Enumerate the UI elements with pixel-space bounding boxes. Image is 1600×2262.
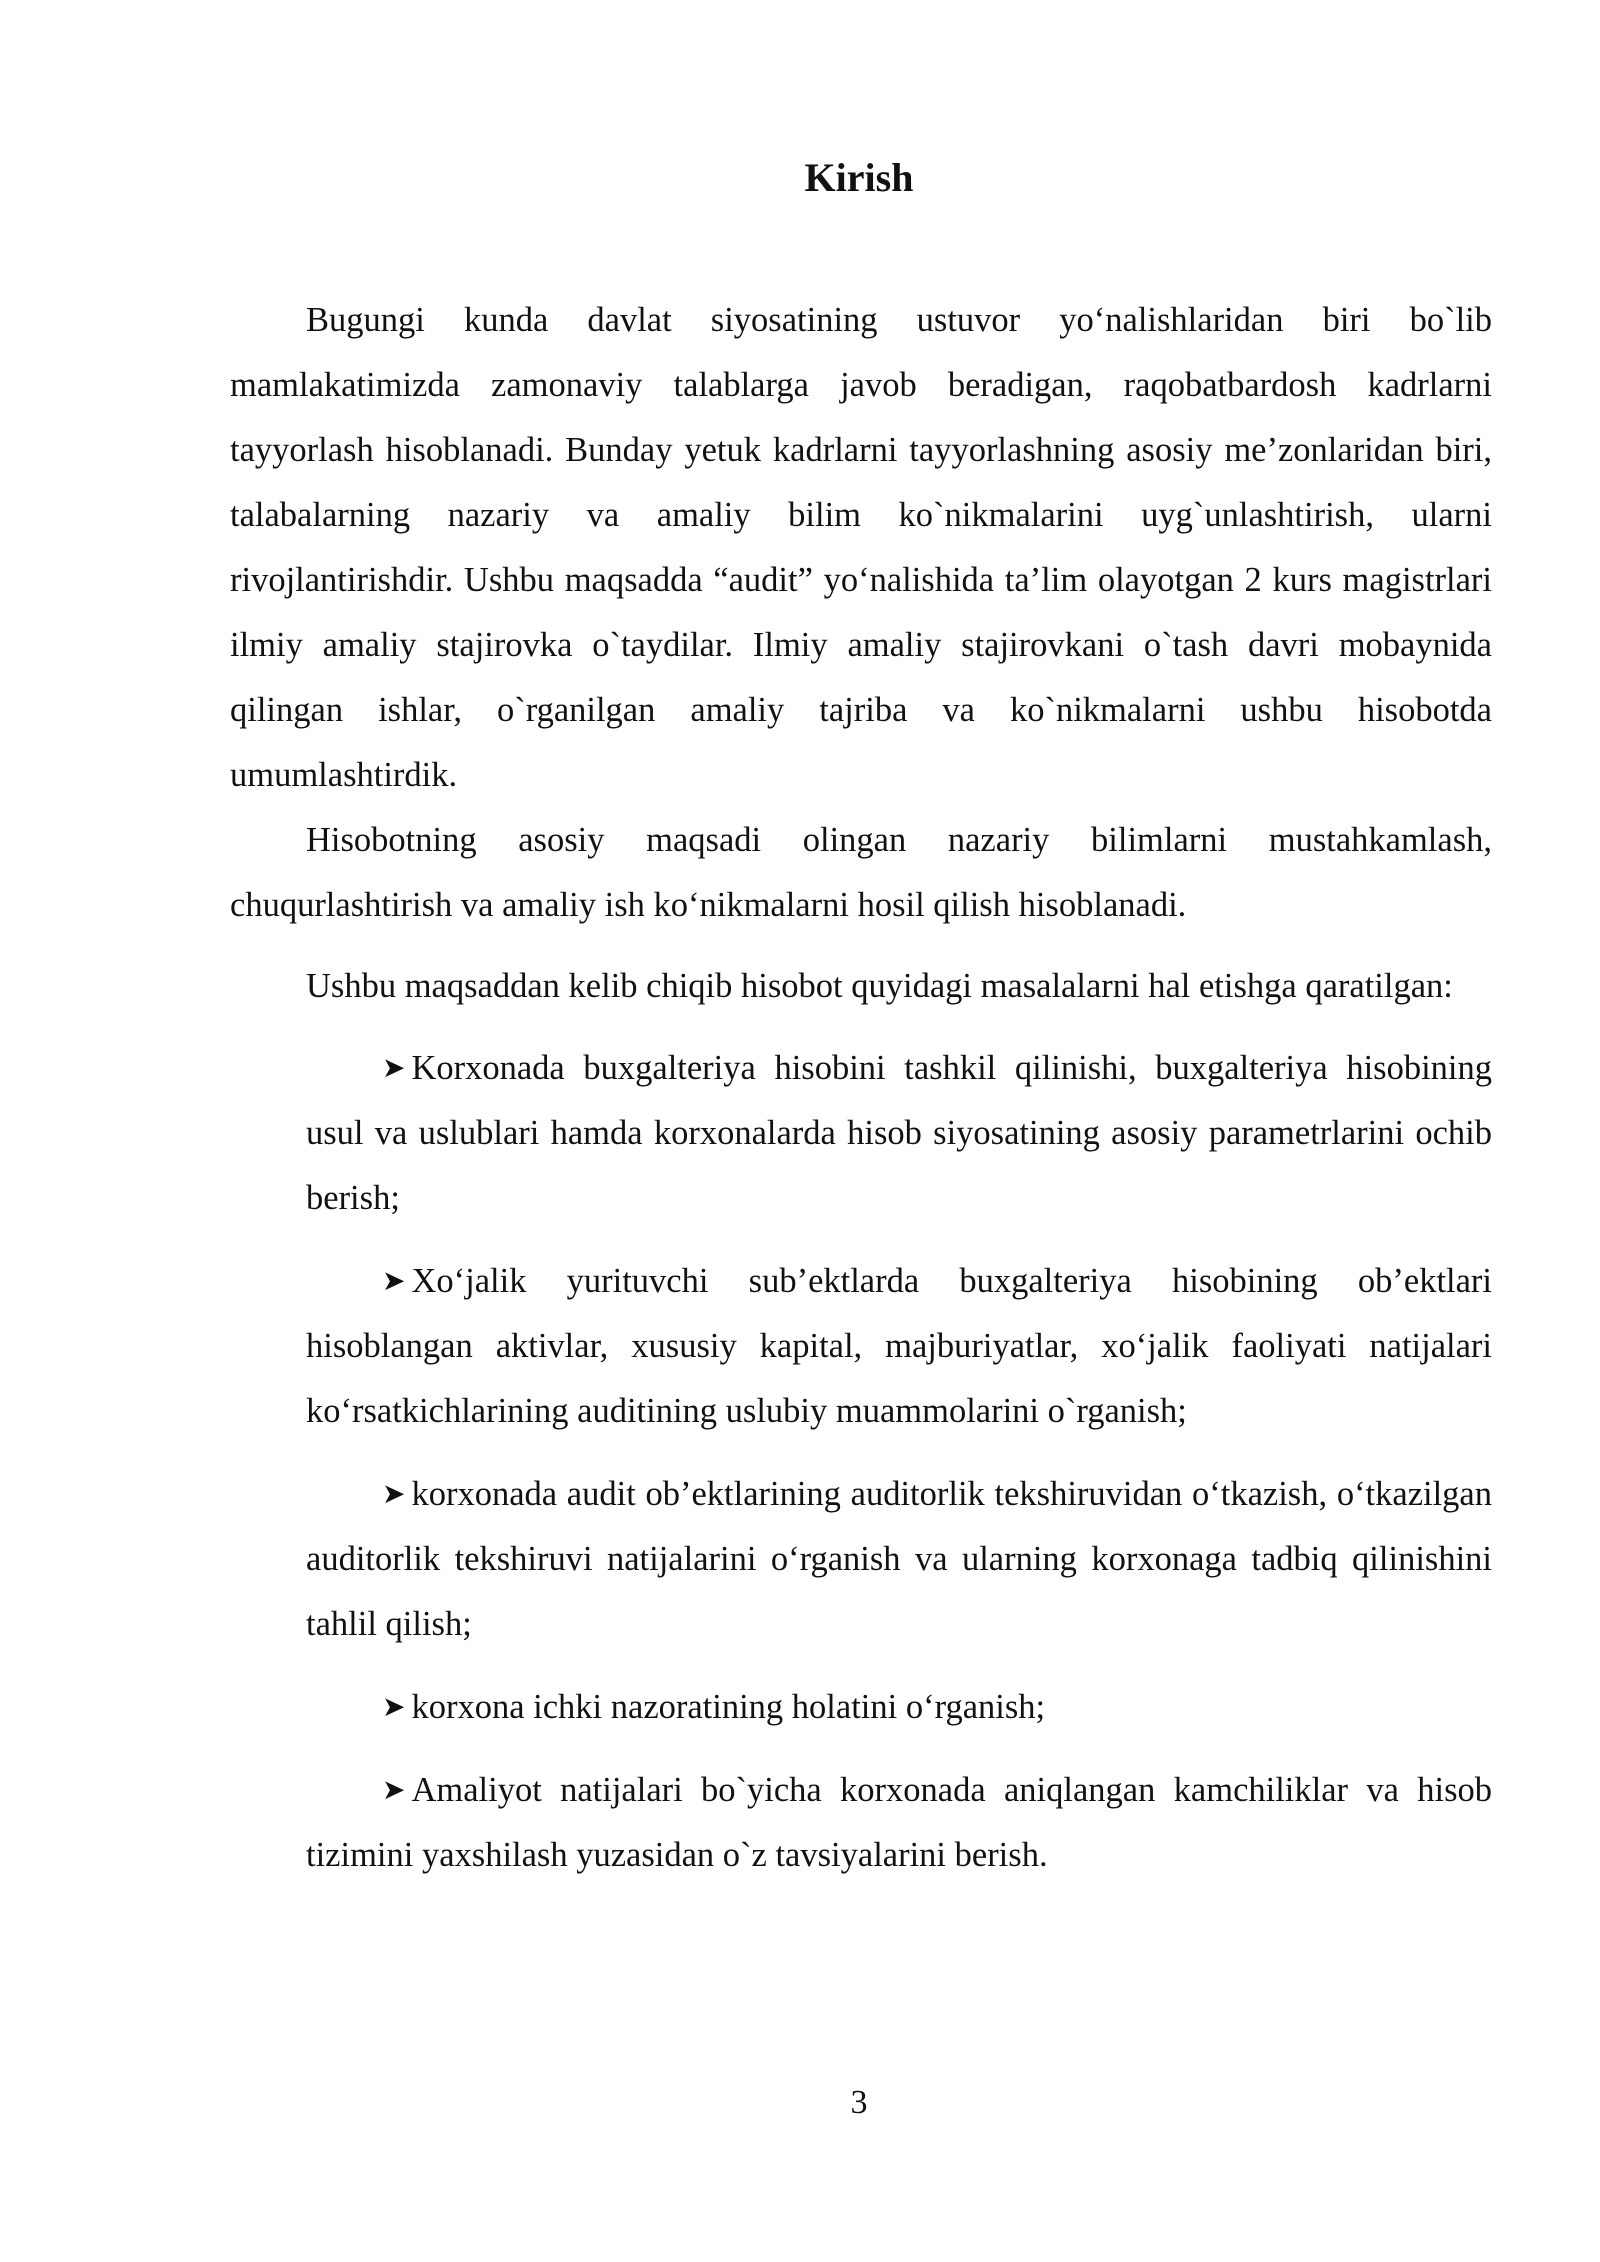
list-item-text: Xo‘jalik yurituvchi sub’ektlarda buxgalteriya hisobining ob’ektlari hisoblangan aktivlar, xususiy kapital, majburiyatlar, xo‘jalik faoliyati natijalari ko‘rsatkichlarining auditining uslubiy muammolarini o`rganish; [306, 1262, 1492, 1430]
arrowhead-icon: ➤ [382, 1690, 406, 1723]
list-item [230, 1248, 1492, 1444]
arrowhead-icon: ➤ [382, 1773, 406, 1806]
tasks-list [230, 1035, 1492, 1888]
list-item-text: Amaliyot natijalari bo`yicha korxonada aniqlangan kamchiliklar va hisob tizimini yaxshilash yuzasidan o`z tavsiyalarini berish. [306, 1771, 1492, 1874]
list-item [230, 1757, 1492, 1888]
arrowhead-icon: ➤ [382, 1051, 406, 1084]
tasks-intro-paragraph: Ushbu maqsaddan kelib chiqib hisobot quyidagi masalalarni hal etishga qaratilgan: [306, 967, 1453, 1005]
list-item [230, 1674, 1492, 1740]
list-item [230, 1461, 1492, 1657]
arrowhead-icon: ➤ [382, 1264, 406, 1297]
document-body [230, 288, 1492, 1888]
arrowhead-icon: ➤ [382, 1477, 406, 1510]
list-item-text: Korxonada buxgalteriya hisobini tashkil qilinishi, buxgalteriya hisobining usul va uslublari hamda korxonalarda hisob siyosatining asosiy parametrlarini ochib berish; [306, 1049, 1492, 1217]
page-title: Kirish [804, 155, 914, 200]
list-item [230, 1035, 1492, 1231]
goal-paragraph: Hisobotning asosiy maqsadi olingan nazariy bilimlarni mustahkamlash, chuqurlashtirish va amaliy ish ko‘nikmalarni hosil qilish hisoblanadi. [230, 821, 1492, 924]
list-item-text: korxonada audit ob’ektlarining auditorlik tekshiruvidan o‘tkazish, o‘tkazilgan auditorlik tekshiruvi natijalarini o‘rganish va ularning korxonaga tadbiq qilinishini tahlil qilish; [306, 1475, 1492, 1643]
page-number: 3 [850, 2084, 868, 2121]
intro-paragraph: Bugungi kunda davlat siyosatining ustuvor yo‘nalishlaridan biri bo`lib mamlakatimizda zamonaviy talablarga javob beradigan, raqobatbardosh kadrlarni tayyorlash hisoblanadi. Bunday yetuk kadrlarni tayyorlashning asosiy me’zonlaridan biri, talabalarning nazariy va amaliy bilim ko`nikmalarini uyg`unlashtirish, ularni rivojlantirishdir. Ushbu maqsadda “audit” yo‘nalishida ta’lim olayotgan 2 kurs magistrlari ilmiy amaliy stajirovka o`taydilar. Ilmiy amaliy stajirovkani o`tash davri mobaynida qilingan ishlar, o`rganilgan amaliy tajriba va ko`nikmalarni ushbu hisobotda umumlashtirdik. [230, 301, 1492, 794]
list-item-text: korxona ichki nazoratining holatini o‘rganish; [411, 1688, 1046, 1726]
